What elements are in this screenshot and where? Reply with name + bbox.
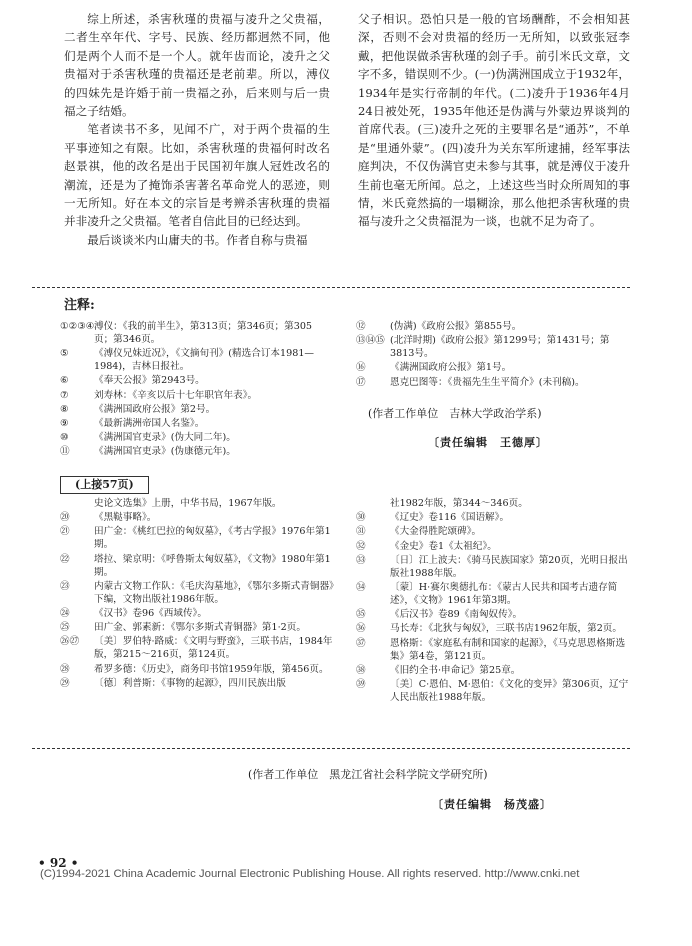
note-item — [60, 497, 336, 510]
note-marker: ㉕ — [60, 622, 70, 634]
note-text: 内蒙古文物工作队：《毛庆沟墓地》，《鄂尔多斯式青铜器》下编，文物出版社1986年版。 — [94, 580, 334, 605]
note-text: 溥仪：《我的前半生》，第313页；第346页；第305页；第346页。 — [94, 321, 313, 345]
note-text: 〔美〕罗伯特·路威：《文明与野蛮》，三联书店，1984年版，第215～216页，第124页。 — [94, 636, 333, 661]
note-marker: ㉙ — [60, 677, 70, 689]
note-text: 〔日〕江上波夫：《骑马民族国家》第20页，光明日报出版社1988年版。 — [390, 554, 628, 579]
note-item — [60, 621, 336, 634]
note-item — [356, 664, 634, 677]
note-marker: ⑤ — [60, 348, 69, 360]
article-paragraph: 最后谈谈米内山庸夫的书。作者自称与贵福 — [87, 232, 308, 247]
note-marker: ⑬⑭⑮ — [356, 335, 385, 347]
note-marker: ⑦ — [60, 389, 69, 401]
note-item — [356, 320, 632, 333]
note-text: 塔拉、梁京明：《呼鲁斯太匈奴墓》，《文物》1980年第1期。 — [94, 553, 331, 578]
note-item — [60, 635, 336, 661]
author-affiliation-2: (作者工作单位 黑龙江省社会科学院文学研究所) — [248, 768, 488, 781]
notes-list-2-right — [356, 497, 634, 705]
note-marker: ⑨ — [60, 417, 69, 429]
note-text: 恩格斯：《家庭私有制和国家的起源》，《马克思恩格斯选集》第4卷，第121页。 — [390, 637, 626, 662]
note-item — [356, 334, 632, 360]
responsible-editor-2: 〔责任编辑 杨茂盛〕 — [432, 798, 552, 811]
note-marker: ㉘ — [60, 663, 70, 675]
note-item — [356, 376, 632, 389]
article-left-column — [64, 10, 330, 249]
note-text: 〔蒙〕H·赛尔奥德扎布：《蒙古人民共和国考古遗存简述》，《文物》1961年第3期。 — [390, 581, 618, 606]
copyright-footer: (C)1994-2021 China Academic Journal Electronic Publishing House. All rights reserved. http://www.cnki.net — [40, 868, 580, 880]
note-item — [60, 525, 336, 551]
note-text: 恩克巴图等：《贵福先生生平简介》(未刊稿)。 — [390, 376, 585, 388]
note-marker: ㉞ — [356, 581, 366, 593]
article-paragraph: 笔者读书不多，见闻不广，对于两个贵福的生平事迹知之有限。比如，杀害秋瑾的贵福何时改名赵景祺，他的改名是出于民国初年旗人冠姓改名的潮流，还是为了掩饰杀害著名革命党人的恶迹，则一无所知。好在本文的宗旨是考辨杀害秋瑾的贵福并非凌升之父贵福。笔者自信此目的已经达到。 — [64, 122, 330, 229]
note-item — [60, 389, 328, 402]
note-text: 《金史》卷1《太祖纪》。 — [390, 540, 497, 552]
note-marker: ⑥ — [60, 375, 69, 387]
note-marker: ㉔ — [60, 607, 70, 619]
note-item — [60, 445, 328, 458]
note-item — [60, 677, 336, 690]
note-marker: ⑪ — [60, 446, 70, 458]
note-text: 《奉天公报》第2943号。 — [94, 375, 205, 387]
note-item — [60, 374, 328, 387]
note-marker: ㉟ — [356, 609, 366, 621]
article-paragraph: 综上所述，杀害秋瑾的贵福与凌升之父贵福，二者生卒年代、字号、民族、经历都迥然不同，他们是两个人而不是一个人。就年齿而论，凌升之父贵福对于杀害秋瑾的贵福还是老前辈。所以，溥仪的四妹先是许婚于前一贵福之孙，后来则与后一贵福之子结婚。 — [64, 12, 330, 119]
note-text: (伪满)《政府公报》第855号。 — [390, 321, 522, 332]
note-marker: ㊴ — [356, 678, 366, 690]
notes-list-1-right — [356, 320, 632, 390]
notes-heading: 注释: — [64, 298, 95, 313]
note-text: 《黑鞑事略》。 — [94, 512, 157, 524]
note-text: 刘寿林：《辛亥以后十七年职官年表》。 — [94, 389, 258, 401]
note-marker: ㊱ — [356, 623, 366, 635]
note-marker: ㉖㉗ — [60, 636, 80, 648]
note-marker — [60, 497, 94, 510]
note-marker: ㉚ — [356, 512, 366, 524]
note-text: 田广金、郭素新：《鄂尔多斯式青铜器》第1·2页。 — [94, 622, 306, 634]
notes-separator — [32, 287, 630, 288]
note-text: 《最新满洲帝国人名鉴》。 — [94, 417, 205, 429]
note-item — [60, 580, 336, 606]
note-marker: ㉝ — [356, 554, 366, 566]
note-marker: ㉓ — [60, 580, 70, 592]
note-text: 史论文选集》上册，中华书局，1967年版。 — [94, 498, 282, 509]
note-marker: ㊳ — [356, 664, 366, 676]
note-text: 社1982年版，第344～346页。 — [390, 498, 528, 509]
note-item — [60, 553, 336, 579]
note-text: 《满洲国政府公报》第2号。 — [94, 403, 216, 415]
note-text: 《溥仪兄妹近况》，《文摘旬刊》(精选合订本1981—1984)，吉林日报社。 — [94, 348, 315, 373]
note-text: 《满洲国政府公报》第1号。 — [390, 362, 512, 374]
note-text: 《辽史》卷116《国语解》。 — [390, 512, 510, 524]
note-text: 《大金得胜陀颂碑》。 — [390, 526, 482, 538]
note-item — [356, 678, 634, 704]
note-text: 马长寿：《北狄与匈奴》，三联书店1962年版，第2页。 — [390, 623, 622, 635]
note-item — [356, 637, 634, 663]
notes-list-1-left — [60, 320, 328, 460]
note-item — [60, 347, 328, 373]
note-marker: ⑳ — [60, 512, 70, 524]
note-item — [60, 511, 336, 524]
note-marker — [356, 497, 390, 510]
note-text: 〔美〕C·恩伯、M·恩伯：《文化的变异》第306页，辽宁人民出版社1988年版。 — [390, 678, 629, 703]
section-separator — [32, 748, 630, 749]
note-text: 《汉书》卷96《西域传》。 — [94, 607, 207, 619]
note-text: (北洋时期)《政府公报》第1299号；第1431号；第3813号。 — [390, 335, 610, 360]
note-marker: ㊲ — [356, 637, 366, 649]
note-text: 《后汉书》卷89《南匈奴传》。 — [390, 609, 523, 621]
note-marker: ⑧ — [60, 403, 69, 415]
note-item — [60, 320, 328, 346]
note-text: 〔德〕利普斯：《事物的起源》，四川民族出版 — [94, 677, 286, 689]
note-item — [356, 525, 634, 538]
note-marker: ⑩ — [60, 432, 69, 444]
note-marker: ①②③④ — [60, 321, 95, 332]
note-item — [356, 361, 632, 374]
note-item — [60, 663, 336, 676]
article-right-column — [358, 10, 630, 231]
note-marker: ⑯ — [356, 362, 366, 374]
note-text: 《满洲国官吏录》(伪大同二年)。 — [94, 432, 236, 444]
note-item — [356, 511, 634, 524]
note-item — [60, 431, 328, 444]
note-marker: ㉑ — [60, 526, 70, 538]
note-item — [356, 540, 634, 553]
note-marker: ㉜ — [356, 540, 366, 552]
note-text: 《满洲国官吏录》(伪康德元年)。 — [94, 446, 236, 458]
notes-list-2-left — [60, 497, 336, 691]
note-item — [356, 608, 634, 621]
note-item — [356, 622, 634, 635]
page-number: • 92 • — [38, 856, 79, 870]
note-text: 田广金：《桃红巴拉的匈奴墓》，《考古学报》1976年第1期。 — [94, 526, 331, 551]
note-item — [60, 417, 328, 430]
responsible-editor-1: 〔责任编辑 王德厚〕 — [428, 436, 548, 449]
note-item — [356, 581, 634, 607]
note-item — [356, 554, 634, 580]
author-affiliation-1: (作者工作单位 吉林大学政治学系) — [368, 407, 542, 420]
note-marker: ⑫ — [356, 321, 366, 332]
note-text: 希罗多德：《历史》，商务印书馆1959年版，第456页。 — [94, 663, 329, 675]
note-marker: ㉛ — [356, 526, 366, 538]
note-marker: ⑰ — [356, 376, 366, 388]
note-item — [356, 497, 634, 510]
article-paragraph: 父子相识。恐怕只是一般的官场酬酢，不会相知甚深，否则不会对贵福的经历一无所知，以致张冠李戴，把他误做杀害秋瑾的刽子手。前引米氏文章，文字不多，错误则不少。(一)伪满洲国成立于1932年，1934年是实行帝制的年代。(二)凌升于1936年4月24日被处死，1935年他还是伪满与外蒙边界谈判的首席代表。(三)凌升之死的主要罪名是“通苏”，不单是“里通外蒙”。(四)凌升为关东军所逮捕，经军事法庭判决，不仅伪满官吏未参与其事，就是溥仪于凌升生前也毫无所闻。总之，上述这些当时众所周知的事情，米氏竟然搞的一塌糊涂，那么他把杀害秋瑾的贵福与凌升之父贵福混为一谈，也就不足为奇了。 — [358, 12, 630, 229]
note-marker: ㉒ — [60, 553, 70, 565]
note-item — [60, 403, 328, 416]
continued-from-label: (上接57页) — [60, 476, 149, 494]
note-text: 《旧约全书·申命记》第25章。 — [390, 664, 521, 676]
note-item — [60, 607, 336, 620]
